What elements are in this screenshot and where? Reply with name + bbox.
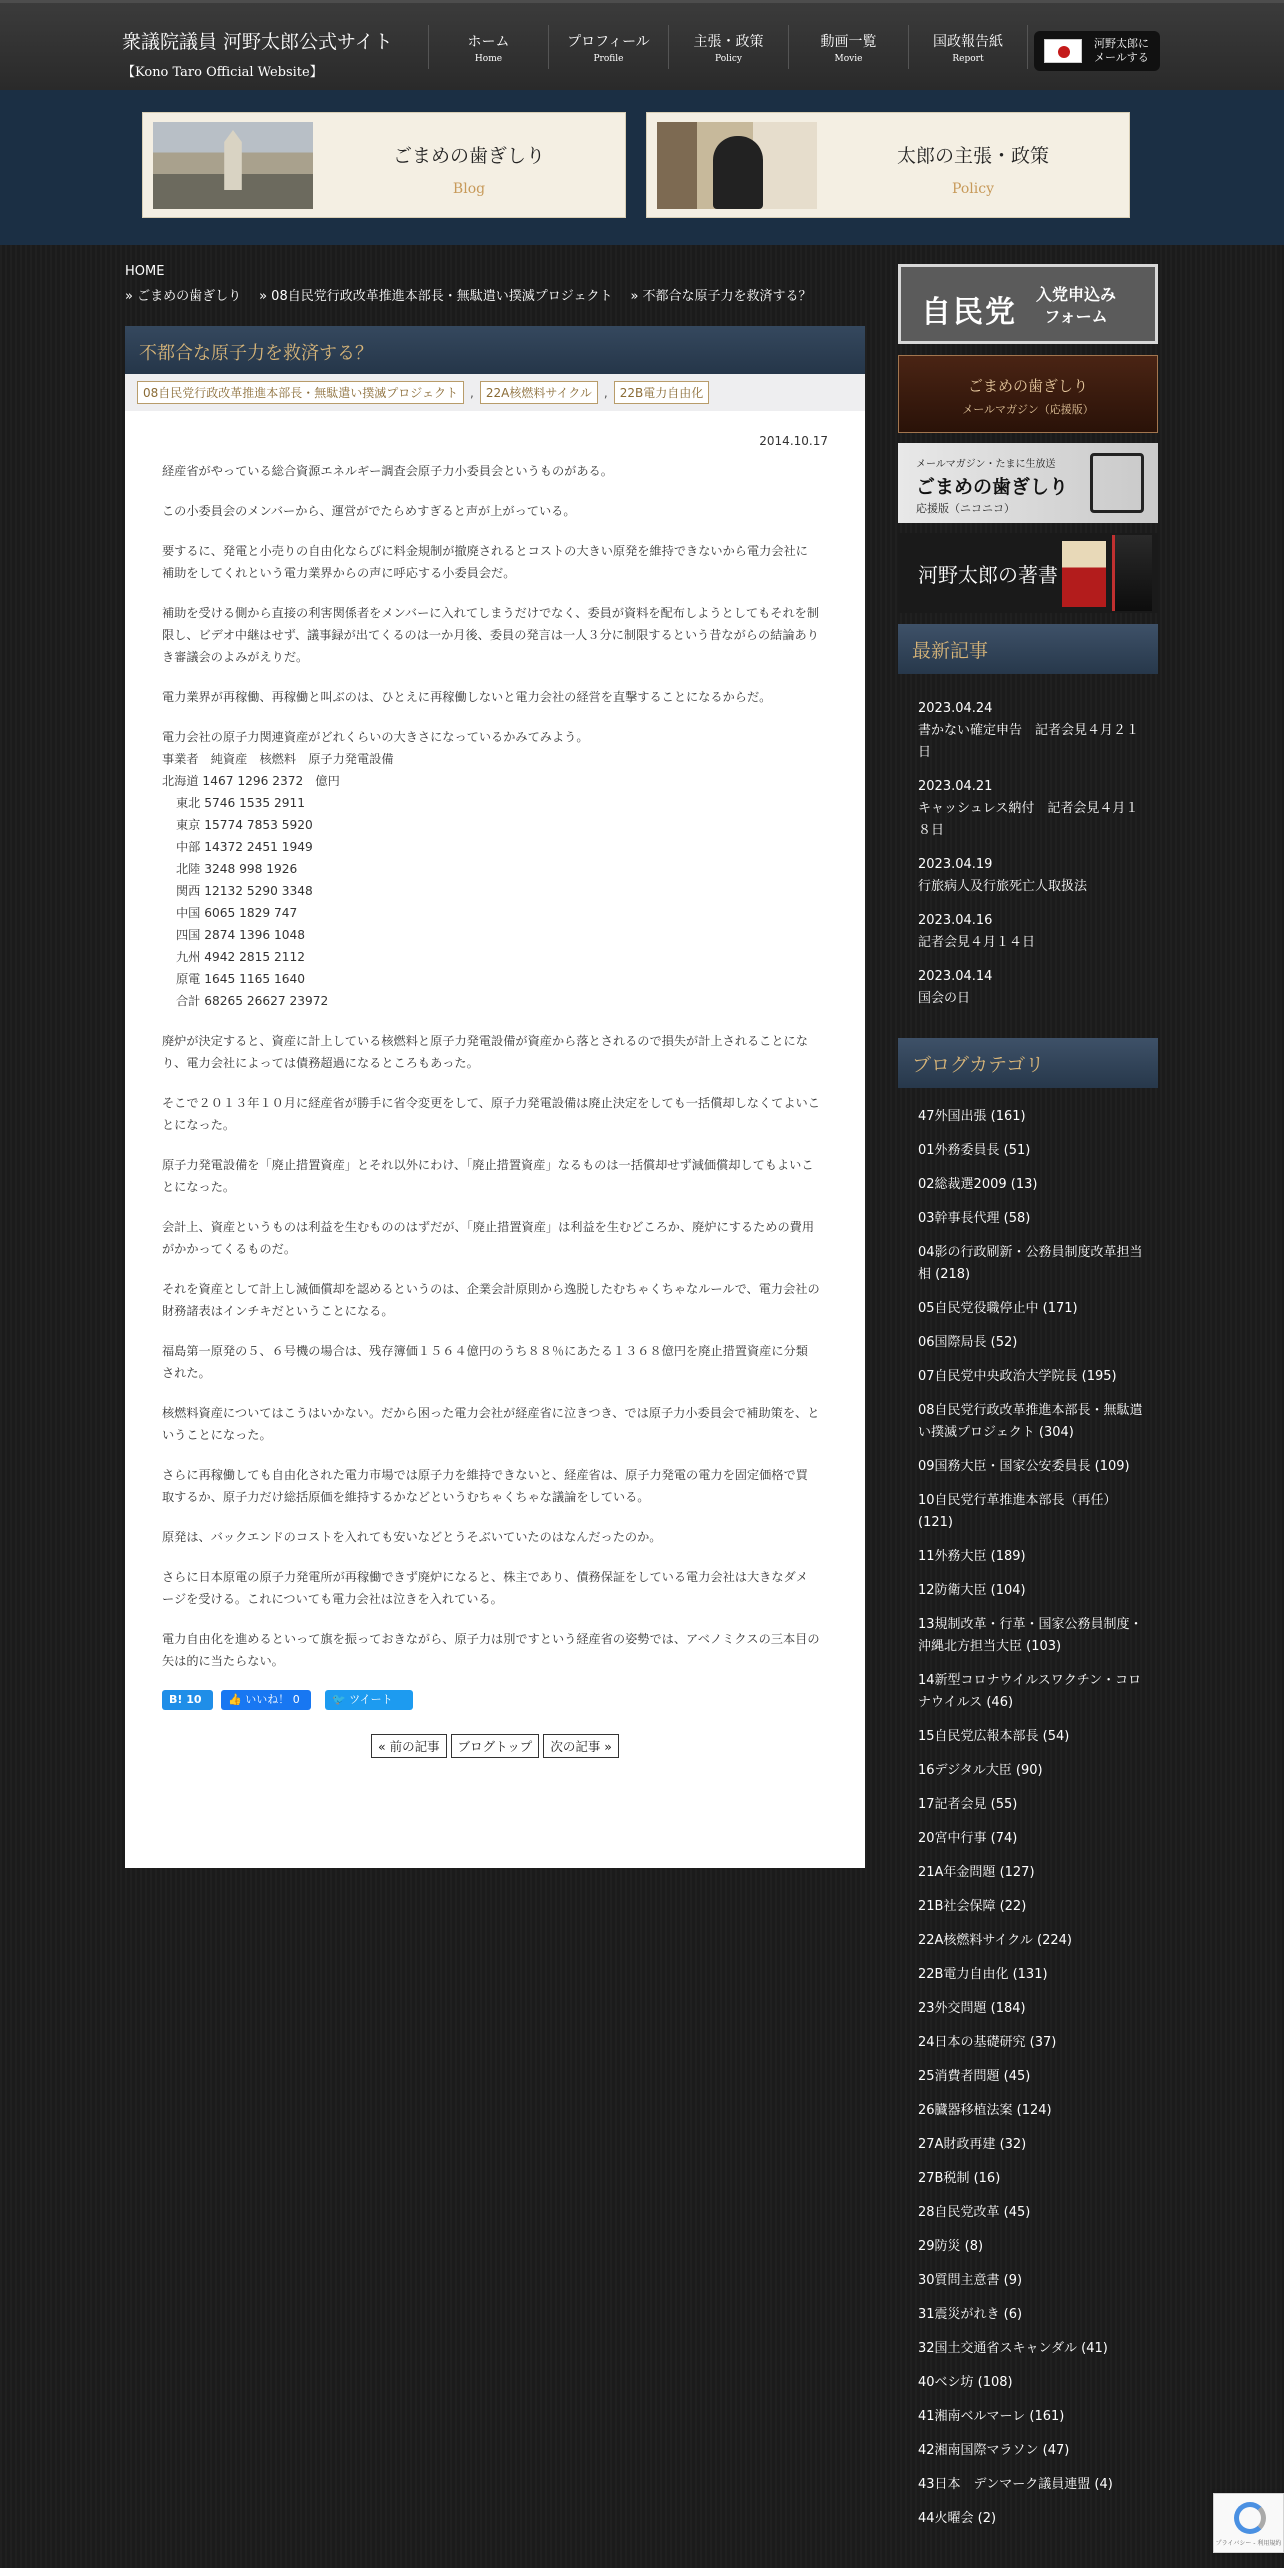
tag-link[interactable]: 22B電力自由化 (614, 381, 710, 404)
category-link[interactable]: 02総裁選2009 (13) (918, 1177, 1038, 1192)
category-link[interactable]: 40ベシ坊 (108) (918, 2375, 1013, 2390)
table-row: 中国 6065 1829 747 (176, 906, 298, 920)
tag-separator: , (603, 385, 608, 400)
nav-item-home[interactable] (428, 25, 548, 69)
category-link[interactable]: 12防衛大臣 (104) (918, 1583, 1026, 1598)
nav-sublabel: Movie (834, 54, 863, 64)
nav-label: 主張・政策 (693, 34, 764, 50)
category-link[interactable]: 21A年金問題 (127) (918, 1865, 1035, 1880)
tweet-label: ツイート (349, 1693, 393, 1706)
book-cover-image (1062, 541, 1106, 607)
category-link[interactable]: 24日本の基礎研究 (37) (918, 2035, 1057, 2050)
table-row: 北陸 3248 998 1926 (176, 862, 298, 876)
mailmag-banner-sub: メールマガジン（応援版） (962, 403, 1094, 416)
category-heading: ブログカテゴリ (898, 1038, 1158, 1088)
category-link[interactable]: 32国土交通省スキャンダル (41) (918, 2341, 1108, 2356)
hatena-bookmark-button[interactable]: B! 10 (162, 1690, 213, 1710)
books-banner-title: 河野太郎の著書 (918, 563, 1058, 587)
article-paragraph: 補助を受ける側から直接の利害関係者をメンバーに入れてしまうだけでなく、委員が資料を配布しようとしてもそれを制限し、ビデオ中継はせず、議事録が出てくるのは一か月後、委員の発言は一人３分に制限するという昔ながらの結論ありき審議会のよみがえりだ。 (162, 606, 820, 664)
category-link[interactable]: 03幹事長代理 (58) (918, 1211, 1031, 1226)
tag-link[interactable]: 08自民党行政改革推進本部長・無駄遣い撲滅プロジェクト (137, 381, 464, 404)
category-link[interactable]: 21B社会保障 (22) (918, 1899, 1027, 1914)
category-link[interactable]: 05自民党役職停止中 (171) (918, 1301, 1078, 1316)
nav-sublabel: Home (474, 54, 503, 64)
recent-post-date: 2023.04.19 (918, 857, 993, 872)
article-paragraph: 電力業界が再稼働、再稼働と叫ぶのは、ひとえに再稼働しないと電力会社の経営を直撃することになるからだ。 (162, 690, 772, 704)
article-paragraph: それを資産として計上し減価償却を認めるというのは、企業会計原則から逸脱したむちゃくちゃなルールで、電力会社の財務諸表はインチキだということになる。 (162, 1282, 820, 1318)
prev-article-link[interactable]: « 前の記事 (371, 1734, 447, 1758)
breadcrumb (125, 285, 812, 304)
article-paragraph: そこで２０１３年１０月に経産省が勝手に省令変更をして、原子力発電設備は廃止決定をしても一括償却しなくてよいことになった。 (162, 1096, 820, 1132)
category-link[interactable]: 11外務大臣 (189) (918, 1549, 1026, 1564)
recent-post-date: 2023.04.16 (918, 913, 993, 928)
recaptcha-label: プライバシー - 利用規約 (1215, 2540, 1282, 2547)
category-link[interactable]: 27B税制 (16) (918, 2171, 1001, 2186)
recent-post-item[interactable] (918, 776, 1148, 842)
category-link[interactable]: 29防災 (8) (918, 2239, 984, 2254)
nav-label: ホーム (467, 34, 510, 50)
category-link[interactable]: 22B電力自由化 (131) (918, 1967, 1048, 1982)
table-row: 北海道 1467 1296 2372 億円 (162, 774, 340, 788)
category-link[interactable]: 22A核燃料サイクル (224) (918, 1933, 1072, 1948)
site-title[interactable]: 衆議院議員 河野太郎公式サイト (122, 31, 393, 53)
article-paragraph: 原子力発電設備を「廃止措置資産」とそれ以外にわけ、「廃止措置資産」なるものは一括償却せず減価償却してもよいことになった。 (162, 1158, 814, 1194)
recent-post-title[interactable]: 記者会見４月１４日 (918, 935, 1036, 950)
policy-banner-subtitle: Policy (952, 181, 994, 197)
category-link[interactable]: 10自民党行革推進本部長（再任） (121) (918, 1493, 1117, 1530)
article-body (125, 448, 865, 1672)
nico-banner-sub: 応援版（ニコニコ） (916, 502, 1015, 515)
article-paragraph: さらに日本原電の原子力発電所が再稼働できず廃炉になると、株主であり、債務保証をしている電力会社は大きなダメージを受ける。これについても電力会社は泣きを入れている。 (162, 1570, 808, 1606)
next-article-link[interactable]: 次の記事 » (543, 1734, 619, 1758)
blog-top-link[interactable]: ブログトップ (451, 1734, 540, 1758)
category-link[interactable]: 23外交問題 (184) (918, 2001, 1026, 2016)
article-paragraph: 廃炉が決定すると、資産に計上している核燃料と原子力発電設備が資産から落とされるので損失が計上されることになり、電力会社によっては債務超過になるところもあった。 (162, 1034, 808, 1070)
table-row: 中部 14372 2451 1949 (176, 840, 313, 854)
table-row: 原電 1645 1165 1640 (176, 972, 306, 986)
category-link[interactable]: 13規制改革・行革・国家公務員制度・沖縄北方担当大臣 (103) (918, 1617, 1143, 1654)
recent-post-item[interactable] (918, 910, 1148, 954)
category-link[interactable]: 16デジタル大臣 (90) (918, 1763, 1043, 1778)
japan-flag-icon (1044, 39, 1082, 63)
category-link[interactable]: 47外国出張 (161) (918, 1109, 1026, 1124)
recent-post-title[interactable]: 国会の日 (918, 991, 971, 1006)
breadcrumb-home[interactable]: HOME (125, 264, 165, 279)
table-row: 四国 2874 1396 1048 (176, 928, 306, 942)
recent-post-date: 2023.04.21 (918, 779, 993, 794)
category-link[interactable]: 27A財政再建 (32) (918, 2137, 1027, 2152)
blog-banner[interactable] (142, 112, 626, 218)
recent-post-item[interactable] (918, 698, 1148, 764)
article-title: 不都合な原子力を救済する？ (125, 326, 865, 374)
nav-item-report[interactable] (908, 25, 1028, 69)
breadcrumb-item: » 不都合な原子力を救済する？ (630, 289, 812, 304)
article-date: 2014.10.17 (759, 434, 828, 448)
asset-table (162, 726, 820, 1012)
book-cover-image (1112, 535, 1152, 611)
nav-sublabel: Report (952, 54, 984, 64)
twitter-tweet-button[interactable]: 🐦 ツイート (325, 1690, 413, 1710)
category-link[interactable]: 42湘南国際マラソン (47) (918, 2443, 1070, 2458)
nico-logo-icon (1090, 453, 1144, 513)
mail-button-label: 河野太郎に メールする (1094, 37, 1149, 64)
article-paragraph: 核燃料資産についてはこうはいかない。だから困った電力会社が経産省に泣きつき、では原子力小委員会で補助策を、ということになった。 (162, 1406, 820, 1442)
article (125, 326, 865, 1868)
books-banner[interactable] (898, 533, 1158, 613)
nav-sublabel: Profile (593, 54, 624, 64)
nav-label: プロフィール (567, 34, 650, 50)
nav-label: 動画一覧 (820, 34, 877, 50)
category-link[interactable]: 41湘南ベルマーレ (161) (918, 2409, 1065, 2424)
category-link[interactable]: 20宮中行事 (74) (918, 1831, 1018, 1846)
recent-heading: 最新記事 (898, 624, 1158, 674)
site-subtitle: 【Kono Taro Official Website】 (122, 65, 323, 80)
category-link[interactable]: 31震災がれき (6) (918, 2307, 1023, 2322)
table-header: 事業者 純資産 核燃料 原子力発電設備 (162, 752, 394, 766)
category-link[interactable]: 07自民党中央政治大学院長 (195) (918, 1369, 1117, 1384)
global-nav (428, 25, 1028, 69)
article-paragraph: さらに再稼働しても自由化された電力市場では原子力を維持できないと、経産省は、原子力発電の電力を固定価格で買取するか、原子力だけ総括原価を維持するかなどというむちゃくちゃな議論をしている。 (162, 1468, 808, 1504)
policy-banner-title: 太郎の主張・政策 (896, 145, 1049, 167)
category-link[interactable]: 30質問主意書 (9) (918, 2273, 1023, 2288)
mail-button[interactable] (1034, 31, 1160, 71)
share-buttons (125, 1690, 865, 1710)
recent-post-title[interactable]: キャッシュレス納付 記者会見４月１８日 (918, 801, 1139, 838)
recaptcha-icon (1234, 2502, 1266, 2534)
article-paragraph: 会計上、資産というものは利益を生むもののはずだが、「廃止措置資産」は利益を生むどころか、廃炉にするための費用がかかってくるものだ。 (162, 1220, 815, 1256)
diet-building-image (153, 122, 313, 209)
category-link[interactable]: 43日本 デンマーク議員連盟 (4) (918, 2477, 1113, 2492)
category-link[interactable]: 04影の行政刷新・公務員制度改革担当相 (218) (918, 1245, 1143, 1282)
category-link[interactable]: 08自民党行政改革推進本部長・無駄遣い撲滅プロジェクト (304) (918, 1403, 1143, 1440)
category-link[interactable]: 01外務委員長 (51) (918, 1143, 1031, 1158)
mailmag-banner[interactable] (898, 355, 1158, 433)
breadcrumb-item[interactable]: » ごまめの歯ぎしり (125, 289, 242, 304)
category-link[interactable]: 26臓器移植法案 (124) (918, 2103, 1052, 2118)
banner-band (0, 90, 1284, 245)
tag-separator: , (470, 385, 474, 400)
category-link[interactable]: 17記者会見 (55) (918, 1797, 1018, 1812)
nav-item-movie[interactable] (788, 25, 908, 69)
tag-link[interactable]: 22A核燃料サイクル (480, 381, 598, 404)
nav-item-profile[interactable] (548, 25, 668, 69)
table-row: 東北 5746 1535 2911 (176, 796, 306, 810)
breadcrumb-item[interactable]: » 08自民党行政改革推進本部長・無駄遣い撲滅プロジェクト (259, 289, 613, 304)
table-intro: 電力会社の原子力関連資産がどれくらいの大きさになっているかみてみよう。 (162, 730, 589, 744)
category-link[interactable]: 28自民党改革 (45) (918, 2205, 1031, 2220)
article-paragraph: 電力自由化を進めるといって旗を振っておきながら、原子力は別ですという経産省の姿勢では、アベノミクスの三本目の矢は的に当たらない。 (162, 1632, 820, 1668)
pager (125, 1734, 865, 1758)
facebook-like-button[interactable]: 👍 いいね！ 0 (221, 1690, 311, 1710)
ldp-join-banner[interactable] (898, 264, 1158, 344)
mailmag-banner-title: ごまめの歯ぎしり (967, 377, 1088, 395)
recent-post-title[interactable]: 書かない確定申告 記者会見４月２１日 (918, 723, 1140, 760)
recent-post-item[interactable] (918, 854, 1148, 898)
nico-banner-title: ごまめの歯ぎしり (916, 476, 1069, 498)
nav-label: 国政報告紙 (933, 34, 1003, 50)
recent-post-date: 2023.04.14 (918, 969, 993, 984)
tag-bar (125, 374, 865, 411)
policy-banner[interactable] (646, 112, 1130, 218)
category-link[interactable]: 25消費者問題 (45) (918, 2069, 1031, 2084)
nav-sublabel: Policy (715, 54, 742, 64)
recent-post-item[interactable] (918, 966, 1148, 1010)
article-paragraph: この小委員会のメンバーから、運営がでたらめすぎると声が上がっている。 (162, 504, 576, 518)
category-link[interactable]: 09国務大臣・国家公安委員長 (109) (918, 1459, 1130, 1474)
top-header (0, 0, 1284, 90)
table-row: 関西 12132 5290 3348 (176, 884, 313, 898)
ldp-banner-small: 入党申込み フォーム (1036, 285, 1117, 326)
article-paragraph: 経産省がやっている総合資源エネルギー調査会原子力小委員会というものがある。 (162, 464, 613, 478)
blog-banner-title: ごまめの歯ぎしり (392, 145, 545, 167)
ldp-banner-big: 自民党 (921, 295, 1017, 330)
blog-banner-subtitle: Blog (452, 181, 486, 197)
nav-item-policy[interactable] (668, 25, 788, 69)
category-link[interactable]: 14新型コロナウイルスワクチン・コロナウイルス (46) (918, 1673, 1142, 1710)
nico-banner-top: メールマガジン・たまに生放送 (916, 459, 1056, 470)
category-link[interactable]: 44火曜会 (2) (918, 2511, 997, 2526)
recent-list (918, 698, 1148, 1022)
recaptcha-badge[interactable] (1213, 2493, 1284, 2553)
article-paragraph: 要するに、発電と小売りの自由化ならびに料金規制が撤廃されるとコストの大きい原発を維持できないから電力会社に補助をしてくれという電力業界からの声に呼応する小委員会だ。 (162, 544, 808, 580)
category-list (918, 1106, 1150, 2542)
category-link[interactable]: 15自民党広報本部長 (54) (918, 1729, 1070, 1744)
table-row: 合計 68265 26627 23972 (176, 994, 329, 1008)
table-row: 東京 15774 7853 5920 (176, 818, 313, 832)
category-link[interactable]: 06国際局長 (52) (918, 1335, 1018, 1350)
portrait-image (657, 122, 817, 209)
recent-post-date: 2023.04.24 (918, 701, 993, 716)
article-paragraph: 原発は、バックエンドのコストを入れても安いなどとうそぶいていたのはなんだったのか。 (162, 1530, 662, 1544)
nico-banner[interactable] (898, 443, 1158, 523)
recent-post-title[interactable]: 行旅病人及行旅死亡人取扱法 (918, 879, 1088, 894)
facebook-like-label: いいね！ 0 (245, 1693, 300, 1706)
article-paragraph: 福島第一原発の５、６号機の場合は、残存簿価１５６４億円のうち８８％にあたる１３６８億円を廃止措置資産に分類された。 (162, 1344, 808, 1380)
table-row: 九州 4942 2815 2112 (176, 950, 306, 964)
